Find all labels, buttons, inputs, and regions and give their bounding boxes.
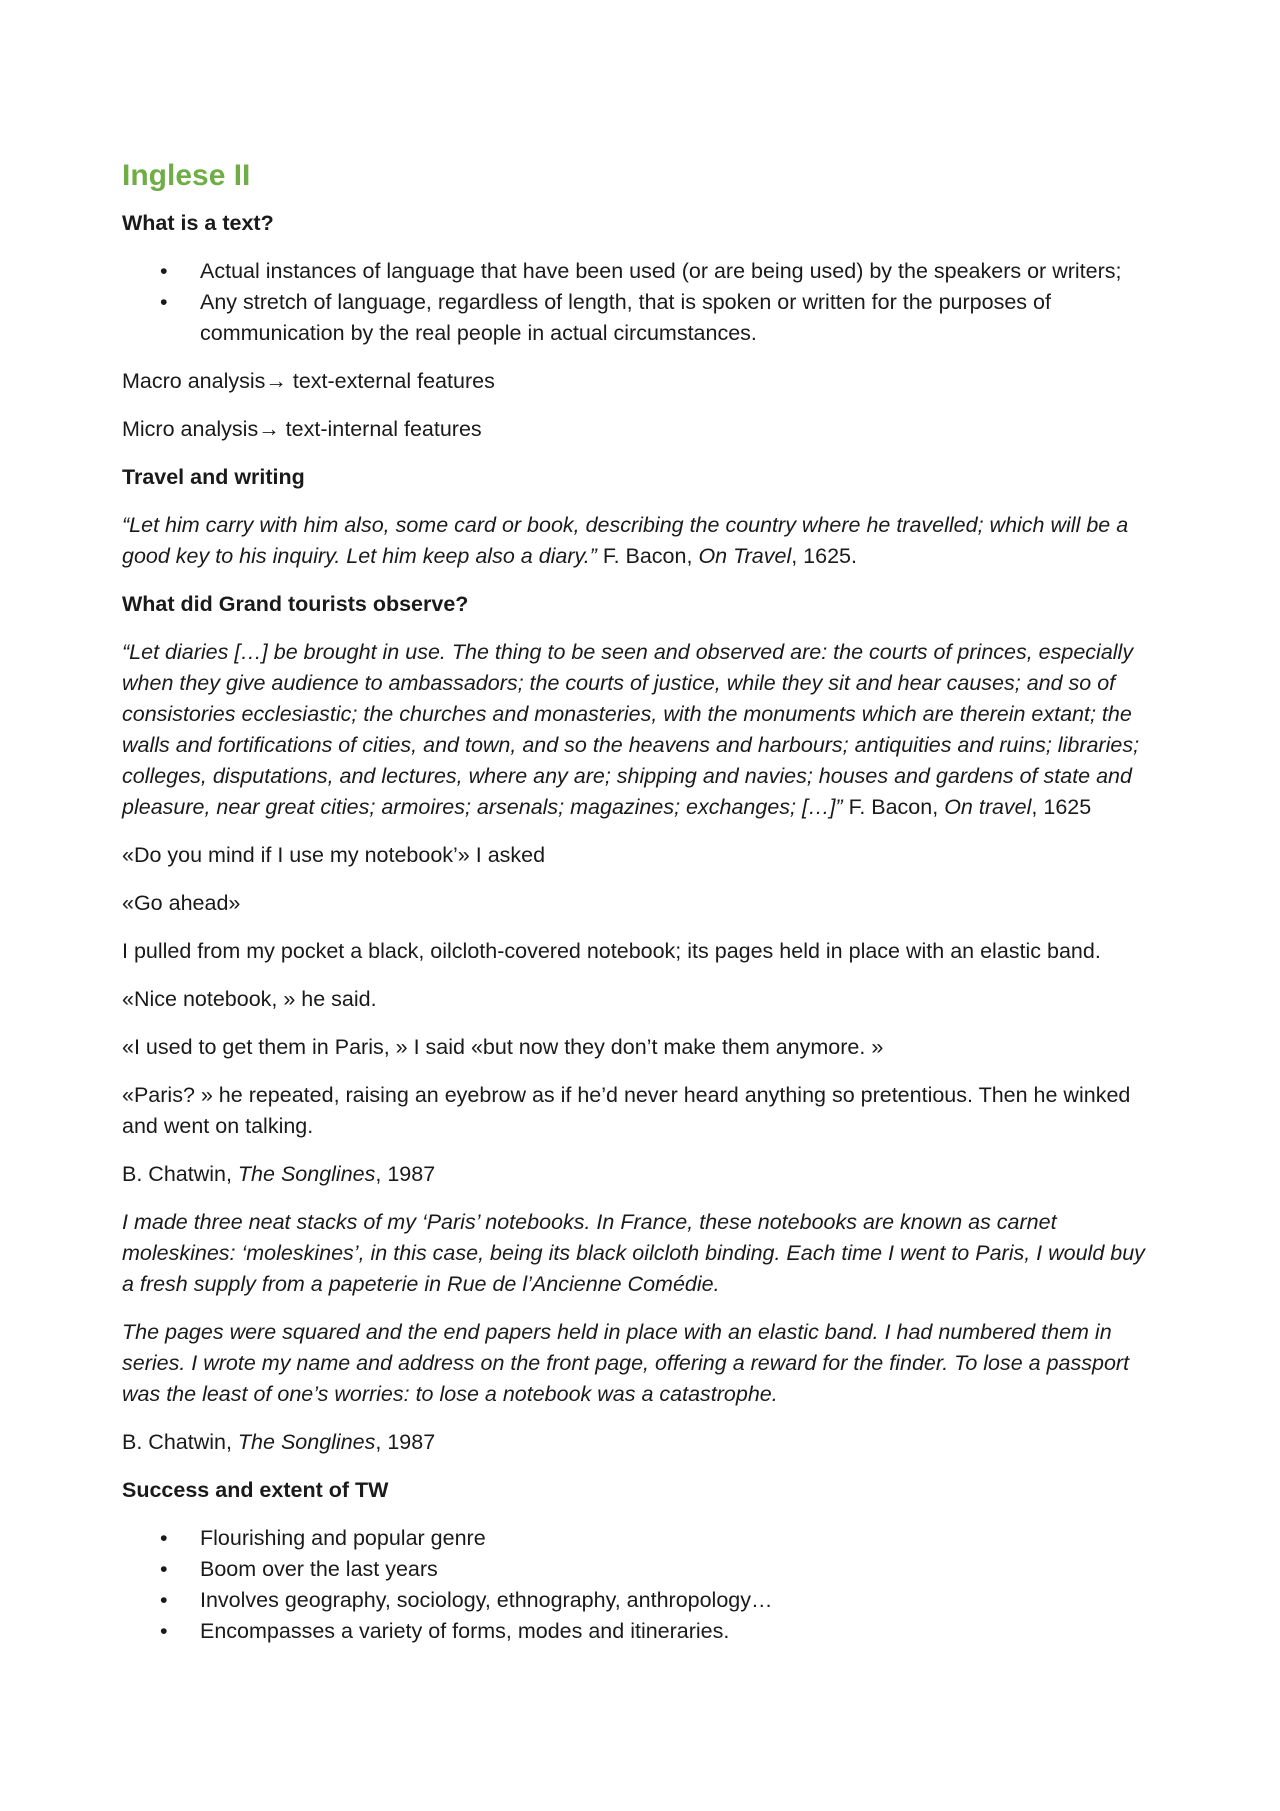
list-item: • Any stretch of language, regardless of length, that is spoken or written for the purposes of communication by the real people in actual circumstances. — [122, 287, 1162, 349]
heading-success-extent: Success and extent of TW — [122, 1478, 389, 1502]
dialogue-line: «Nice notebook, » he said. — [122, 987, 377, 1011]
list-item: • Actual instances of language that have been used (or are being used) by the speakers or writers; — [122, 256, 1162, 287]
citation-chatwin-1: B. Chatwin, The Songlines, 1987 — [122, 1162, 436, 1186]
list-item: • Boom over the last years — [122, 1554, 1162, 1585]
list-item: • Involves geography, sociology, ethnography, anthropology… — [122, 1585, 1162, 1616]
macro-analysis-line: Macro analysis→ text-external features — [122, 369, 495, 393]
heading-grand-tourists: What did Grand tourists observe? — [122, 592, 469, 616]
bullet-icon: • — [160, 259, 168, 283]
citation-chatwin-2: B. Chatwin, The Songlines, 1987 — [122, 1430, 436, 1454]
dialogue-line: I pulled from my pocket a black, oilcloth-covered notebook; its pages held in place with an elastic band. — [122, 939, 1101, 963]
document-body — [122, 152, 1162, 1664]
bullet-icon: • — [160, 1557, 168, 1581]
bacon-quote-1: “Let him carry with him also, some card or book, describing the country where he travelled; which will be a good key to his inquiry. Let him keep also a diary.” F. Bacon, On Travel, 1625. — [122, 513, 1129, 568]
chatwin-paragraph: I made three neat stacks of my ‘Paris’ notebooks. In France, these notebooks are known as carnet moleskines: ‘moleskines’, in this case, being its black oilcloth binding. Each time I went to Paris, I would buy a fresh supply from a papeterie in Rue de l’Ancienne Comédie. — [122, 1210, 1145, 1296]
bullet-icon: • — [160, 1526, 168, 1550]
list-item: • Flourishing and popular genre — [122, 1523, 1162, 1554]
success-list — [122, 1523, 1162, 1647]
bacon-quote-2: “Let diaries […] be brought in use. The thing to be seen and observed are: the courts of princes, especially when they give audience to ambassadors; the courts of justice, while they sit and hear causes; and so of consistories ecclesiastic; the churches and monasteries, with the monuments which are therein extant; the walls and fortifications of cities, and town, and so the heavens and harbours; antiquities and ruins; libraries; colleges, disputations, and lectures, where any are; shipping and navies; houses and gardens of state and pleasure, near great cities; armoires; arsenals; magazines; exchanges; […]” F. Bacon, On travel, 1625 — [122, 640, 1140, 819]
bullet-icon: • — [160, 1588, 168, 1612]
bullet-icon: • — [160, 290, 168, 314]
text-definition-list — [122, 256, 1162, 349]
dialogue-line: «Go ahead» — [122, 891, 241, 915]
heading-what-is-text: What is a text? — [122, 211, 274, 235]
dialogue-line: «Do you mind if I use my notebook’» I asked — [122, 843, 546, 867]
chatwin-paragraph: The pages were squared and the end papers held in place with an elastic band. I had numbered them in series. I wrote my name and address on the front page, offering a reward for the finder. To lose a passport was the least of one’s worries: to lose a notebook was a catastrophe. — [122, 1320, 1130, 1406]
bullet-icon: • — [160, 1619, 168, 1643]
micro-analysis-line: Micro analysis→ text-internal features — [122, 417, 482, 441]
page-title: Inglese II — [122, 159, 251, 192]
list-item: • Encompasses a variety of forms, modes and itineraries. — [122, 1616, 1162, 1647]
heading-travel-writing: Travel and writing — [122, 465, 305, 489]
dialogue-line: «Paris? » he repeated, raising an eyebrow as if he’d never heard anything so pretentious. Then he winked and went on talking. — [122, 1083, 1131, 1138]
dialogue-line: «I used to get them in Paris, » I said «but now they don’t make them anymore. » — [122, 1035, 884, 1059]
